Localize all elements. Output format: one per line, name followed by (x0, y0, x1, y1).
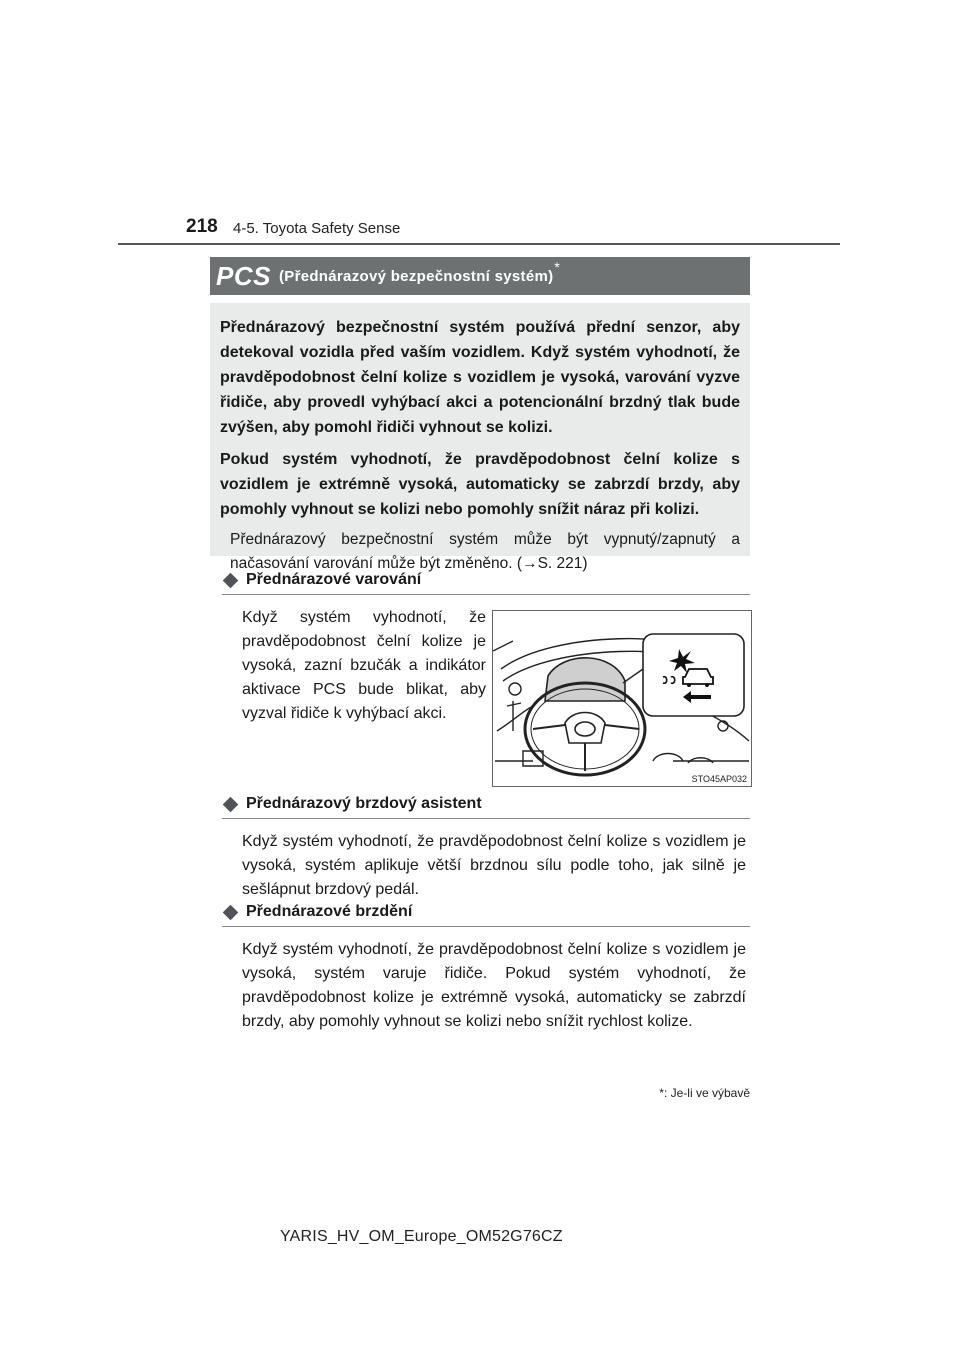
title-bar (210, 257, 750, 295)
header-divider (118, 243, 840, 245)
section-text: Když systém vyhodnotí, že pravděpodobnost čelní kolize s vozidlem je vysoká, systém aplikuje větší brzdnou sílu podle toho, jak silně je sešlápnut brzdový pedál. (242, 833, 746, 898)
diamond-bullet-icon (223, 904, 239, 920)
figure-code: STO45AP032 (691, 774, 747, 784)
section-text: Když systém vyhodnotí, že pravděpodobnost čelní kolize s vozidlem je vysoká, systém varuje řidiče. Pokud systém vyhodnotí, že pravděpodobnost kolize je extrémně vysoká, automaticky se zabrzdí brzdy, aby pomohly vyhnout se kolizi nebo snížit rychlost kolize. (242, 941, 746, 1030)
diamond-bullet-icon (223, 796, 239, 812)
section-heading (222, 903, 750, 927)
intro-box (210, 303, 750, 572)
dashboard-drawing (493, 611, 751, 786)
pcs-warning-indicator-icon (643, 634, 744, 716)
title-subtitle: (Přednárazový bezpečnostní systém) (278, 267, 554, 285)
section-text: Když systém vyhodnotí, že pravděpodobnost čelní kolize je vysoká, zazní bzučák a indikátor aktivace PCS bude blikat, aby vyzval řidiče k vyhýbací akci. (242, 609, 486, 722)
section-heading (222, 571, 750, 595)
section-heading-label: Přednárazový brzdový asistent (246, 795, 482, 812)
section-reference: 4-5. Toyota Safety Sense (233, 220, 401, 237)
diamond-bullet-icon (223, 572, 239, 588)
page-number: 218 (186, 216, 218, 237)
intro-paragraph: Pokud systém vyhodnotí, že pravděpodobnost čelní kolize s vozidlem je extrémně vysoká, automaticky se zabrzdí brzdy, aby pomohly vyhnout se kolizi nebo pomohly snížit náraz při kolizi. (220, 451, 740, 518)
footnote: *: Je-li ve výbavě (659, 1086, 750, 1100)
title-main: PCS (216, 260, 271, 291)
document-id: YARIS_HV_OM_Europe_OM52G76CZ (280, 1228, 563, 1245)
footnote-asterisk: * (554, 259, 560, 275)
section-heading-label: Přednárazové varování (246, 571, 422, 588)
section-heading (222, 795, 750, 819)
intro-note: Přednárazový bezpečnostní systém může být vypnutý/zapnutý a načasování varování může být změněno. (→S. 221) (230, 531, 740, 572)
section-heading-label: Přednárazové brzdění (246, 903, 413, 920)
intro-paragraph: Přednárazový bezpečnostní systém používá přední senzor, aby detekoval vozidla před vaším vozidlem. Když systém vyhodnotí, že pravděpodobnost čelní kolize s vozidlem je vysoká, varování vyzve řidiče, aby provedl vyhýbací akci a potencionální brzdný tlak bude zvýšen, aby pomohl řidiči vyhnout se kolizi. (220, 319, 740, 436)
dashboard-illustration (492, 610, 752, 787)
